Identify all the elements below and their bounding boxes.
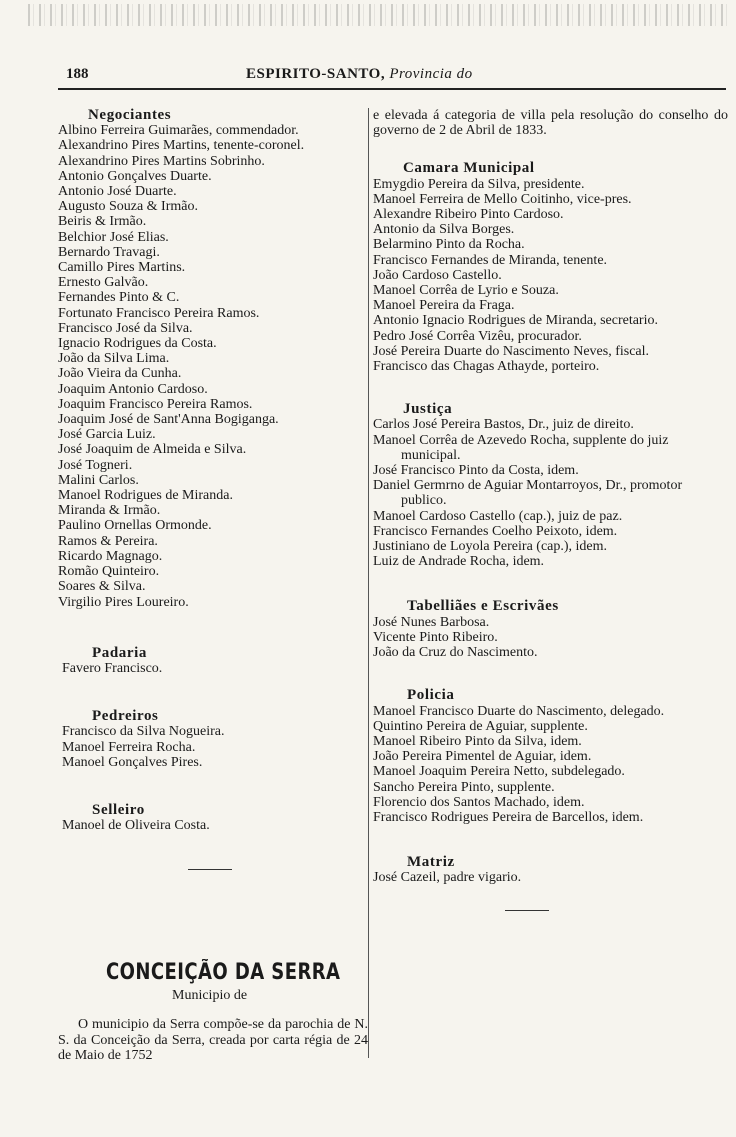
directory-entry: Manoel Joaquim Pereira Netto, subdelegado. — [373, 764, 625, 780]
directory-entry: João Cardoso Castello. — [373, 267, 502, 283]
directory-entry: Joaquim Antonio Cardoso. — [58, 381, 208, 397]
header-rule — [58, 88, 726, 90]
directory-entry: Manoel Corrêa de Lyrio e Souza. — [373, 283, 559, 299]
directory-entry: Francisco Fernandes de Miranda, tenente. — [373, 252, 608, 268]
section-matriz — [373, 855, 728, 885]
directory-entry: Miranda & Irmão. — [58, 503, 161, 519]
directory-entry: Antonio da Silva Borges. — [373, 222, 515, 238]
directory-entry: Bernardo Travagi. — [58, 244, 160, 260]
section-policia — [373, 688, 728, 825]
directory-entry: João da Cruz do Nascimento. — [373, 645, 538, 661]
directory-entry: José Cazeil, padre vigario. — [373, 870, 522, 886]
directory-entry: João Vieira da Cunha. — [58, 366, 182, 382]
directory-entry: Pedro José Corrêa Vizêu, procurador. — [373, 328, 582, 344]
page-number: 188 — [66, 66, 89, 82]
directory-entry: Quintino Pereira de Aguiar, supplente. — [373, 718, 588, 734]
directory-entry: Camillo Pires Martins. — [58, 260, 186, 276]
entry-list — [373, 704, 728, 826]
left-column — [58, 108, 363, 870]
directory-entry: Belarmino Pinto da Rocha. — [373, 237, 525, 253]
directory-entry: Manoel Rodrigues de Miranda. — [58, 488, 233, 504]
directory-entry: Augusto Souza & Irmão. — [58, 199, 198, 215]
directory-entry: Antonio Ignacio Rodrigues de Miranda, secretario. — [373, 313, 658, 329]
directory-entry: Romão Quinteiro. — [58, 564, 160, 580]
running-title-main: ESPIRITO-SANTO, — [246, 66, 386, 82]
directory-entry: Manoel Corrêa de Azevedo Rocha, supplente do juiz municipal. — [373, 432, 669, 463]
scan-noise — [28, 4, 728, 26]
section-tabelliaes — [373, 599, 728, 660]
directory-entry: José Francisco Pinto da Costa, idem. — [373, 463, 579, 479]
directory-entry: Manoel de Oliveira Costa. — [62, 818, 210, 834]
directory-entry: Manoel Ferreira de Mello Coitinho, vice-pres. — [373, 191, 632, 207]
entry-list — [373, 615, 728, 661]
directory-entry: José Nunes Barbosa. — [373, 614, 490, 630]
directory-entry: Manoel Cardoso Castello (cap.), juiz de paz. — [373, 508, 623, 524]
directory-entry: Emygdio Pereira da Silva, presidente. — [373, 176, 585, 192]
directory-entry: Ramos & Pereira. — [58, 533, 158, 549]
directory-entry: João Pereira Pimentel de Aguiar, idem. — [373, 749, 592, 765]
section-title: Negociantes — [88, 107, 172, 123]
directory-entry: Joaquim José de Sant'Anna Bogiganga. — [58, 412, 279, 428]
directory-entry: Soares & Silva. — [58, 579, 146, 595]
directory-entry: José Garcia Luiz. — [58, 427, 156, 443]
continuation-paragraph: e elevada á categoria de villa pela resolução do conselho do governo de 2 de Abril de 1833. — [373, 108, 728, 139]
section-title: Camara Municipal — [403, 160, 535, 177]
directory-entry: Justiniano de Loyola Pereira (cap.), idem. — [373, 539, 608, 555]
directory-entry: Ignacio Rodrigues da Costa. — [58, 336, 217, 352]
directory-entry: Florencio dos Santos Machado, idem. — [373, 794, 585, 810]
directory-entry: José Joaquim de Almeida e Silva. — [58, 442, 247, 458]
directory-entry: Fortunato Francisco Pereira Ramos. — [58, 305, 260, 321]
section-selleiro — [58, 803, 363, 833]
section-pedreiros — [58, 709, 363, 770]
section-justica — [373, 402, 728, 569]
directory-entry: Daniel Germrno de Aguiar Montarroyos, Dr., promotor publico. — [373, 478, 683, 509]
directory-entry: Francisco das Chagas Athayde, porteiro. — [373, 359, 600, 375]
directory-entry: Ricardo Magnago. — [58, 548, 163, 564]
town-subtitle: Municipio de — [172, 988, 248, 1003]
directory-entry: Francisco Rodrigues Pereira de Barcellos, idem. — [373, 809, 644, 825]
entry-list — [58, 724, 363, 770]
directory-entry: João da Silva Lima. — [58, 351, 170, 367]
directory-entry: Manoel Ferreira Rocha. — [62, 739, 196, 755]
section-title: Matriz — [407, 854, 455, 871]
directory-entry: Manoel Ribeiro Pinto da Silva, idem. — [373, 733, 582, 749]
entry-list — [58, 818, 363, 833]
directory-entry: Alexandrino Pires Martins Sobrinho. — [58, 153, 265, 169]
directory-entry: Carlos José Pereira Bastos, Dr., juiz de direito. — [373, 417, 634, 433]
section-divider — [188, 869, 232, 870]
section-title: Selleiro — [92, 801, 145, 818]
directory-entry: Paulino Ornellas Ormonde. — [58, 518, 212, 534]
directory-entry: Joaquim Francisco Pereira Ramos. — [58, 396, 253, 412]
directory-entry: Antonio José Duarte. — [58, 184, 177, 200]
directory-entry: Luiz de Andrade Rocha, idem. — [373, 554, 545, 570]
directory-entry: Manoel Gonçalves Pires. — [62, 754, 203, 770]
directory-entry: Francisco Fernandes Coelho Peixoto, idem. — [373, 523, 618, 539]
directory-entry: Albino Ferreira Guimarães, commendador. — [58, 123, 299, 139]
town-intro: O municipio da Serra compõe-se da parochia de N. S. da Conceição da Serra, creada por carta régia de 24 de Maio de 1752 — [58, 1017, 368, 1063]
directory-entry: José Togneri. — [58, 457, 133, 473]
column-rule — [368, 108, 369, 1058]
section-title: Justiça — [403, 401, 453, 418]
section-title: Tabelliães e Escrivães — [407, 598, 559, 615]
entry-list — [58, 661, 363, 676]
directory-entry: Francisco José da Silva. — [58, 320, 193, 336]
directory-entry: Francisco da Silva Nogueira. — [62, 724, 225, 740]
town-heading: CONCEIÇÃO DA SERRA — [106, 960, 341, 985]
directory-entry: Favero Francisco. — [62, 660, 163, 676]
section-divider — [505, 910, 549, 911]
directory-entry: Manoel Francisco Duarte do Nascimento, delegado. — [373, 703, 665, 719]
directory-entry: José Pereira Duarte do Nascimento Neves, fiscal. — [373, 343, 650, 359]
section-title: Pedreiros — [92, 708, 159, 725]
directory-entry: Alexandrino Pires Martins, tenente-coronel. — [58, 138, 305, 154]
running-title-sub: Provincia do — [389, 66, 473, 82]
entry-list — [373, 177, 728, 375]
directory-entry: Ernesto Galvão. — [58, 275, 149, 291]
page-header — [66, 66, 726, 88]
section-title: Padaria — [92, 644, 148, 661]
directory-entry: Alexandre Ribeiro Pinto Cardoso. — [373, 207, 564, 223]
directory-entry: Belchior José Elias. — [58, 229, 169, 245]
directory-entry: Virgilio Pires Loureiro. — [58, 594, 189, 610]
directory-entry: Antonio Gonçalves Duarte. — [58, 168, 212, 184]
section-title: Policia — [407, 687, 455, 704]
directory-entry: Sancho Pereira Pinto, supplente. — [373, 779, 555, 795]
directory-entry: Fernandes Pinto & C. — [58, 290, 180, 306]
directory-entry: Malini Carlos. — [58, 472, 139, 488]
running-title — [246, 66, 473, 83]
section-padaria — [58, 646, 363, 676]
entry-list — [58, 123, 363, 610]
section-camara — [373, 161, 728, 374]
entry-list — [373, 417, 728, 569]
directory-entry: Manoel Pereira da Fraga. — [373, 298, 515, 314]
directory-entry: Beiris & Irmão. — [58, 214, 147, 230]
entry-list — [373, 870, 728, 885]
right-column — [373, 108, 728, 911]
directory-entry: Vicente Pinto Ribeiro. — [373, 629, 498, 645]
section-negociantes — [58, 108, 363, 610]
